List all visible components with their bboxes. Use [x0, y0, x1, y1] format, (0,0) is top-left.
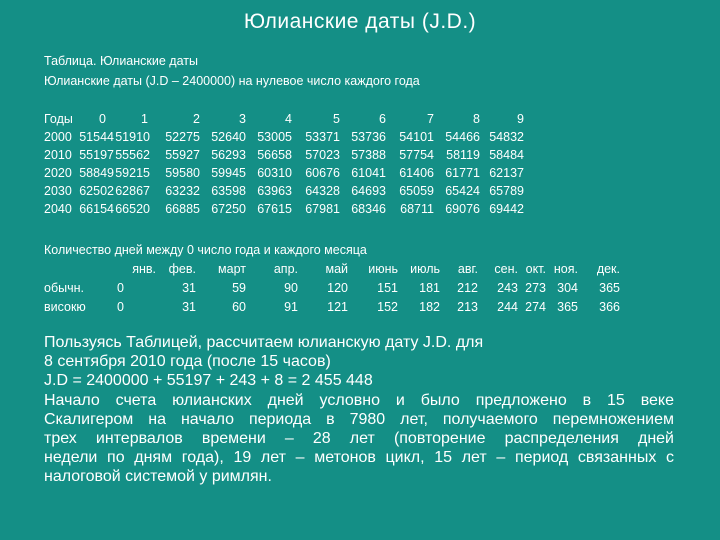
value-cell: 365	[599, 280, 620, 295]
value-cell: 304	[557, 280, 578, 295]
year-cell: 2000	[44, 130, 72, 144]
table-subcaption: Юлианские даты (J.D – 2400000) на нулевое число каждого года	[44, 74, 420, 88]
table-row	[44, 278, 620, 297]
header-cell: фев.	[168, 261, 196, 276]
value-cell: 58849	[79, 166, 114, 180]
table-header-row	[44, 110, 524, 128]
header-cell: Годы	[44, 112, 73, 126]
value-cell: 68711	[400, 202, 434, 216]
header-cell: июль	[410, 261, 440, 276]
header-cell: 1	[141, 112, 148, 126]
table-caption: Таблица. Юлианские даты	[44, 54, 198, 68]
paragraph-line: Пользуясь Таблицей, рассчитаем юлианскую дату J.D. для	[44, 334, 484, 351]
value-cell: 56658	[257, 148, 292, 162]
header-cell: 2	[193, 112, 200, 126]
value-cell: 61406	[399, 166, 434, 180]
value-cell: 91	[284, 299, 298, 314]
value-cell: 66520	[115, 202, 150, 216]
year-cell: 2010	[44, 148, 72, 162]
value-cell: 152	[377, 299, 398, 314]
value-cell: 0	[117, 280, 124, 295]
value-cell: 52640	[211, 130, 246, 144]
value-cell: 62867	[115, 184, 150, 198]
header-cell: ноя.	[553, 261, 578, 276]
table-row	[44, 128, 524, 146]
value-cell: 243	[497, 280, 518, 295]
value-cell: 67615	[257, 202, 292, 216]
table-row	[44, 146, 524, 164]
value-cell: 66154	[79, 202, 114, 216]
year-cell: 2020	[44, 166, 72, 180]
value-cell: 212	[457, 280, 478, 295]
header-cell: окт.	[525, 261, 546, 276]
value-cell: 55197	[79, 148, 114, 162]
value-cell: 51544	[79, 130, 114, 144]
value-cell: 59580	[165, 166, 200, 180]
table-row	[44, 200, 524, 218]
value-cell: 62137	[489, 166, 524, 180]
header-cell: июнь	[368, 261, 398, 276]
value-cell: 51910	[115, 130, 150, 144]
value-cell: 59215	[115, 166, 150, 180]
value-cell: 65789	[489, 184, 524, 198]
paragraph-line: трех интервалов времени – 28 лет (повторение распределения дней	[44, 430, 674, 448]
value-cell: 54101	[399, 130, 434, 144]
value-cell: 59945	[211, 166, 246, 180]
value-cell: 90	[284, 280, 298, 295]
paragraph-line: налоговой системой у римлян.	[44, 468, 272, 486]
header-cell: сен.	[494, 261, 518, 276]
paragraph-line: 8 сентября 2010 года (после 15 часов)	[44, 353, 331, 371]
row-label: обычн.	[44, 280, 84, 295]
page-title: Юлианские даты (J.D.)	[243, 10, 477, 33]
value-cell: 55927	[165, 148, 200, 162]
value-cell: 67250	[211, 202, 246, 216]
julian-years-table	[44, 110, 524, 218]
value-cell: 61771	[445, 166, 480, 180]
value-cell: 62502	[79, 184, 114, 198]
table-row	[44, 297, 620, 316]
paragraph-line: Начало счета юлианских дней условно и было предложено в 15 веке	[44, 391, 674, 409]
value-cell: 31	[182, 280, 196, 295]
value-cell: 68346	[351, 202, 386, 216]
value-cell: 57023	[305, 148, 340, 162]
header-cell: 0	[99, 112, 106, 126]
header-cell: 6	[379, 112, 386, 126]
formula-line: J.D = 2400000 + 55197 + 243 + 8 = 2 455 448	[44, 372, 373, 390]
value-cell: 53005	[257, 130, 292, 144]
table-row	[44, 164, 524, 182]
value-cell: 31	[182, 299, 196, 314]
value-cell: 120	[327, 280, 348, 295]
value-cell: 65059	[399, 184, 434, 198]
header-cell: дек.	[596, 261, 620, 276]
value-cell: 53371	[305, 130, 340, 144]
header-cell: 5	[333, 112, 340, 126]
value-cell: 67981	[305, 202, 340, 216]
value-cell: 151	[377, 280, 398, 295]
value-cell: 121	[327, 299, 348, 314]
value-cell: 0	[117, 299, 124, 314]
year-cell: 2030	[44, 184, 72, 198]
header-cell: 7	[427, 112, 434, 126]
paragraph-line: Скалигером на начало периода в 7980 лет, получаемого перемножением	[44, 410, 674, 428]
value-cell: 60676	[305, 166, 340, 180]
value-cell: 63963	[257, 184, 292, 198]
header-cell: март	[218, 261, 246, 276]
value-cell: 52275	[165, 130, 200, 144]
header-cell: май	[325, 261, 348, 276]
value-cell: 366	[599, 299, 620, 314]
value-cell: 58119	[446, 148, 480, 162]
header-cell: авг.	[457, 261, 478, 276]
value-cell: 56293	[211, 148, 246, 162]
row-label: високю	[44, 299, 86, 314]
value-cell: 274	[525, 299, 546, 314]
value-cell: 69442	[489, 202, 524, 216]
value-cell: 65424	[445, 184, 480, 198]
value-cell: 66885	[165, 202, 200, 216]
value-cell: 58484	[489, 148, 524, 162]
header-cell: 4	[285, 112, 292, 126]
value-cell: 61041	[351, 166, 386, 180]
value-cell: 64328	[305, 184, 340, 198]
value-cell: 54466	[445, 130, 480, 144]
value-cell: 64693	[351, 184, 386, 198]
value-cell: 365	[557, 299, 578, 314]
value-cell: 213	[457, 299, 478, 314]
paragraph-line: недели по дням года), 19 лет – метонов цикл, 15 лет – период связанных с	[44, 449, 674, 467]
value-cell: 55562	[115, 148, 150, 162]
value-cell: 57754	[399, 148, 434, 162]
value-cell: 53736	[351, 130, 386, 144]
value-cell: 182	[419, 299, 440, 314]
header-cell: 9	[517, 112, 524, 126]
value-cell: 69076	[445, 202, 480, 216]
header-cell: 3	[239, 112, 246, 126]
value-cell: 57388	[351, 148, 386, 162]
value-cell: 59	[232, 280, 246, 295]
table-header-row	[44, 259, 620, 278]
value-cell: 273	[525, 280, 546, 295]
value-cell: 54832	[489, 130, 524, 144]
header-cell: янв.	[132, 261, 156, 276]
header-cell: 8	[473, 112, 480, 126]
value-cell: 181	[419, 280, 440, 295]
header-cell: апр.	[273, 261, 298, 276]
value-cell: 63598	[211, 184, 246, 198]
table-row	[44, 182, 524, 200]
month-days-table	[44, 259, 620, 316]
days-caption: Количество дней между 0 число года и каждого месяца	[44, 243, 367, 257]
value-cell: 60	[232, 299, 246, 314]
year-cell: 2040	[44, 202, 72, 216]
value-cell: 63232	[165, 184, 200, 198]
value-cell: 60310	[257, 166, 292, 180]
header-cell	[44, 259, 99, 278]
value-cell: 244	[497, 299, 518, 314]
explanation-paragraph	[44, 333, 674, 487]
